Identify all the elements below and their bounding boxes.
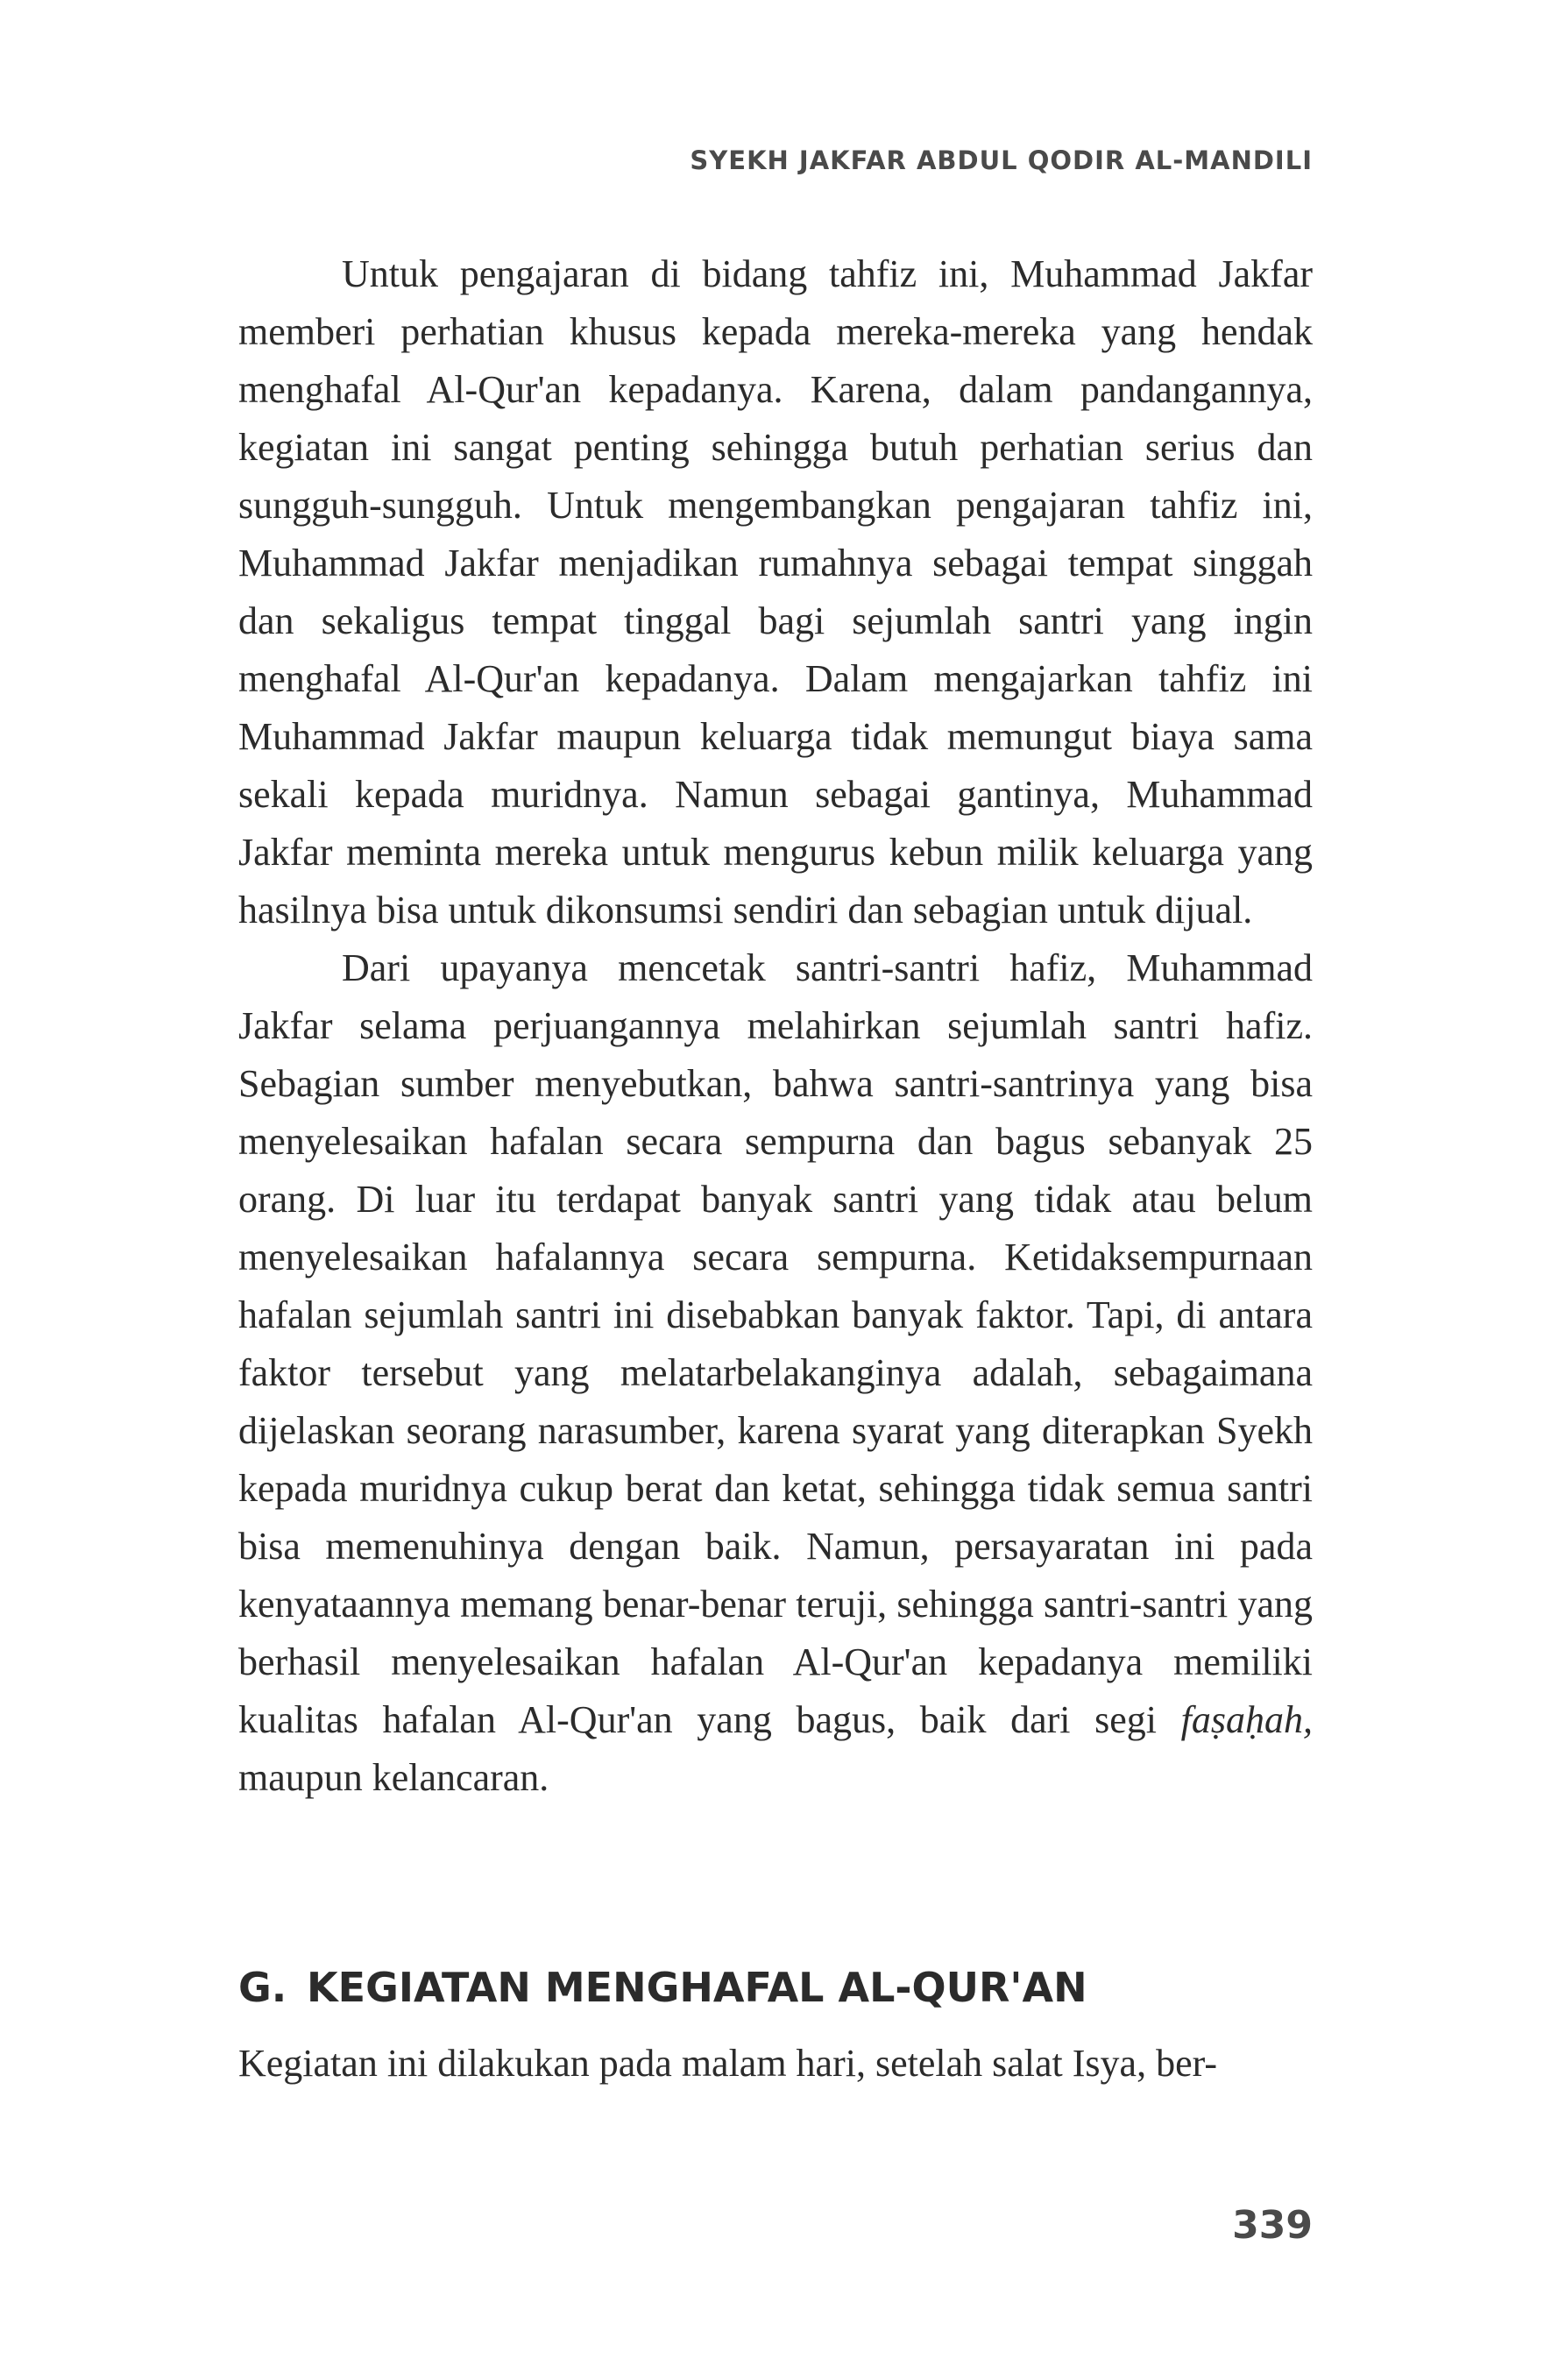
section-heading	[238, 1959, 1313, 2016]
italic-term: faṣaḥah,	[1180, 1698, 1313, 1741]
paragraph-2	[238, 939, 1313, 1807]
section-intro-paragraph: Kegiatan ini dilakukan pada malam hari, setelah salat Isya, ber-	[238, 2042, 1218, 2085]
running-header: SYEKH JAKFAR ABDUL QODIR AL-MANDILI	[690, 145, 1313, 175]
body-text	[238, 245, 1313, 1807]
paragraph-2-ending: maupun kelancaran.	[238, 1756, 549, 1799]
section-number: G.	[238, 1964, 287, 2011]
page-number: 339	[1232, 2203, 1313, 2248]
paragraph-2-text: Dari upayanya mencetak santri-santri hafiz, Muhammad Jakfar selama perjuangannya melahirkan sejumlah santri hafiz. Sebagian sumber menyebutkan, bahwa santri-santrinya yang bisa menyelesaikan hafalan secara sempurna dan bagus sebanyak 25 orang. Di luar itu terdapat banyak santri yang tidak atau belum menyelesaikan hafalannya secara sempurna. Ketidaksempurnaan hafalan sejumlah santri ini disebabkan banyak faktor. Tapi, di antara faktor tersebut yang melatarbelakanginya adalah, sebagaimana dijelaskan seorang narasumber, karena syarat yang diterapkan Syekh kepada muridnya cukup berat dan ketat, sehingga tidak semua santri bisa memenuhinya dengan baik. Namun, persayaratan ini pada kenyataannya memang benar-benar teruji, sehingga santri-santri yang berhasil menyelesaikan hafalan Al-Qur'an kepadanya memiliki kualitas hafalan Al-Qur'an yang bagus, baik dari segi	[238, 946, 1313, 1741]
paragraph-1: Untuk pengajaran di bidang tahfiz ini, Muhammad Jakfar memberi perhatian khusus kepada mereka-mereka yang hendak menghafal Al-Qur'an kepadanya. Karena, dalam pandangannya, kegiatan ini sangat penting sehingga butuh perhatian serius dan sungguh-sungguh. Untuk mengembangkan pengajaran tahfiz ini, Muhammad Jakfar menjadikan rumahnya sebagai tempat singgah dan sekaligus tempat tinggal bagi sejumlah santri yang ingin menghafal Al-Qur'an kepadanya. Dalam mengajarkan tahfiz ini Muhammad Jakfar maupun keluarga tidak memungut biaya sama sekali kepada muridnya. Namun sebagai gantinya, Muhammad Jakfar meminta mereka untuk mengurus kebun milik keluarga yang hasilnya bisa untuk dikonsumsi sendiri dan sebagian untuk dijual.	[238, 252, 1313, 931]
section-title: KEGIATAN MENGHAFAL AL-QUR'AN	[307, 1964, 1087, 2011]
